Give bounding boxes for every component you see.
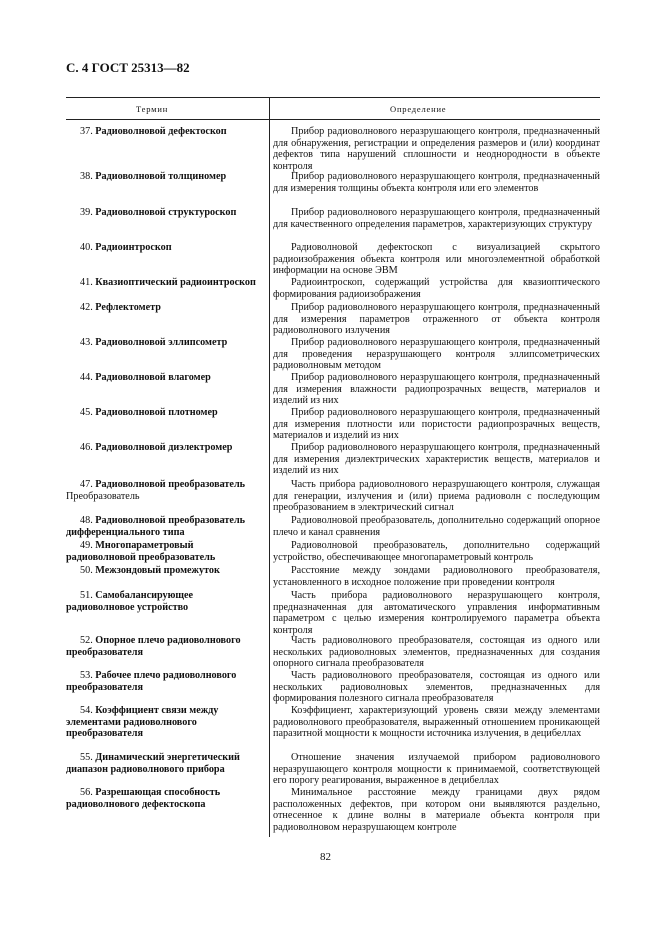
term-name: Радиоволновой структуроскоп xyxy=(95,207,237,218)
definition-cell: Радиоволновой дефектоскоп с визуализацией скрытого радиоизображения объекта контроля или многоэлементной обработкой информации на основе ЭВМ xyxy=(273,242,600,276)
term-name: Межзондовый промежуток xyxy=(95,565,220,576)
term-cell xyxy=(66,635,264,658)
term-cell xyxy=(66,705,264,740)
definition-cell: Часть радиоволнового преобразователя, состоящая из одного или нескольких радиоволновых элементов, предназначенных для формирования полезного сигнала преобразователя xyxy=(273,670,600,704)
term-synonym: Преобразователь xyxy=(66,490,140,502)
definition-cell: Радиоинтроскоп, содержащий устройства для квазиоптического формирования радиоизображения xyxy=(273,277,600,300)
term-name: Рабочее плечо радиоволнового преобразователя xyxy=(66,670,237,693)
definition-cell: Отношение значения излучаемой прибором радиоволнового неразрушающего контроля мощности к принимаемой, соответствующей его порогу реагирования, выраженное в децибеллах xyxy=(273,752,600,786)
definition-cell: Часть радиоволнового преобразователя, состоящая из одного или нескольких радиоволновых элементов, предназначенных для создания опорного сигнала преобразователя xyxy=(273,635,600,669)
term-number: 37. xyxy=(80,126,93,137)
term-number: 43. xyxy=(80,337,93,348)
term-name: Радиоволновой плотномер xyxy=(95,407,218,418)
term-number: 54. xyxy=(80,705,93,716)
term-name: Коэффициент связи между элементами радиоволнового преобразователя xyxy=(66,705,219,739)
term-number: 41. xyxy=(80,277,93,288)
term-number: 50. xyxy=(80,565,93,576)
column-header-definition: Определение xyxy=(390,104,447,114)
term-number: 56. xyxy=(80,787,93,798)
term-number: 48. xyxy=(80,515,93,526)
term-number: 39. xyxy=(80,207,93,218)
page-number: 82 xyxy=(320,851,331,863)
term-name: Динамический энергетический диапазон радиоволнового прибора xyxy=(66,752,240,775)
term-cell xyxy=(66,670,264,693)
term-cell xyxy=(66,590,264,613)
definition-cell: Минимальное расстояние между границами двух рядом расположенных дефектов, при котором они выявляются раздельно, отнесенное к длине волны в материале объекта контроля при радиоволновом неразрушающем контроле xyxy=(273,787,600,833)
term-cell xyxy=(66,372,264,384)
term-cell xyxy=(66,302,264,314)
term-number: 42. xyxy=(80,302,93,313)
term-number: 53. xyxy=(80,670,93,681)
definition-cell: Прибор радиоволнового неразрушающего контроля, предназначенный для измерения диэлектрических характеристик веществ, материалов и изделий из них xyxy=(273,442,600,476)
definition-cell: Часть прибора радиоволнового неразрушающего контроля, служащая для генерации, излучения и (или) приема радиоволн с последующим преобразованием в электрический сигнал xyxy=(273,479,600,513)
definition-cell: Прибор радиоволнового неразрушающего контроля, предназначенный для измерения плотности или пористости радиопрозрачных веществ, материалов и изделий из них xyxy=(273,407,600,441)
term-number: 51. xyxy=(80,590,93,601)
term-number: 38. xyxy=(80,171,93,182)
term-name: Радиоволновой дефектоскоп xyxy=(95,126,227,137)
definition-cell: Коэффициент, характеризующий уровень связи между элементами радиоволнового преобразователя, выраженный отношением проникающей паразитной мощности к мощности источника излучения, в децибеллах xyxy=(273,705,600,739)
term-cell xyxy=(66,171,264,183)
table-top-rule xyxy=(66,97,600,98)
term-cell xyxy=(66,565,264,577)
term-cell xyxy=(66,515,264,538)
term-number: 44. xyxy=(80,372,93,383)
definition-cell: Расстояние между зондами радиоволнового преобразователя, установленного в исходное положение при проведении контроля xyxy=(273,565,600,588)
term-name: Радиоволновой преобразователь xyxy=(95,479,246,490)
term-name: Разрешающая способность радиоволнового дефектоскопа xyxy=(66,787,221,810)
term-name: Радиоволновой диэлектромер xyxy=(95,442,233,453)
term-number: 45. xyxy=(80,407,93,418)
term-number: 55. xyxy=(80,752,93,763)
definition-cell: Прибор радиоволнового неразрушающего контроля, предназначенный для измерения параметров отраженного от объекта контроля радиоволнового излучения xyxy=(273,302,600,336)
definition-cell: Радиоволновой преобразователь, дополнительно содержащий устройство, обеспечивающее многопараметровый контроль xyxy=(273,540,600,563)
definition-cell: Прибор радиоволнового неразрушающего контроля, предназначенный для измерения влажности радиопрозрачных веществ, материалов и изделий из них xyxy=(273,372,600,406)
term-cell xyxy=(66,242,264,254)
definition-cell: Прибор радиоволнового неразрушающего контроля, предназначенный для проведения неразрушающего контроля эллипсометрических радиоволновым методом xyxy=(273,337,600,371)
term-name: Радиоволновой преобразователь дифференциального типа xyxy=(66,515,246,538)
term-number: 46. xyxy=(80,442,93,453)
column-header-term: Термин xyxy=(136,104,169,114)
term-name: Квазиоптический радиоинтроскоп xyxy=(95,277,256,288)
term-name: Радиоволновой эллипсометр xyxy=(95,337,228,348)
term-name: Радиоинтроскоп xyxy=(95,242,172,253)
term-name: Радиоволновой толщиномер xyxy=(95,171,227,182)
definition-cell: Часть прибора радиоволнового неразрушающего контроля, предназначенная для автоматического управления информативным параметром с целью измерения контролируемого параметра объекта контроля xyxy=(273,590,600,636)
page-header: С. 4 ГОСТ 25313—82 xyxy=(66,60,190,75)
term-number: 40. xyxy=(80,242,93,253)
term-cell xyxy=(66,277,264,289)
term-cell xyxy=(66,442,264,454)
term-name: Опорное плечо радиоволнового преобразователя xyxy=(66,635,241,658)
term-cell xyxy=(66,787,264,810)
term-cell xyxy=(66,126,264,138)
term-cell xyxy=(66,479,264,502)
column-divider xyxy=(269,97,270,837)
definition-cell: Прибор радиоволнового неразрушающего контроля, предназначенный для обнаружения, регистрации и определения размеров и (или) координат дефектов типа нарушений сплошности и неоднородности в объекте контроля xyxy=(273,126,600,172)
term-cell xyxy=(66,407,264,419)
term-cell xyxy=(66,540,264,563)
term-number: 49. xyxy=(80,540,93,551)
term-name: Радиоволновой влагомер xyxy=(95,372,211,383)
term-cell xyxy=(66,207,264,219)
definition-cell: Прибор радиоволнового неразрушающего контроля, предназначенный для качественного определения параметров, характеризующих структуру xyxy=(273,207,600,230)
definition-cell: Прибор радиоволнового неразрушающего контроля, предназначенный для измерения толщины объекта контроля или его элементов xyxy=(273,171,600,194)
table-header-rule xyxy=(66,119,600,120)
term-number: 52. xyxy=(80,635,93,646)
term-name: Рефлектометр xyxy=(95,302,161,313)
term-cell xyxy=(66,752,264,775)
term-name: Самобалансирующее радиоволновое устройство xyxy=(66,590,194,613)
term-number: 47. xyxy=(80,479,93,490)
definition-cell: Радиоволновой преобразователь, дополнительно содержащий опорное плечо и канал сравнения xyxy=(273,515,600,538)
term-cell xyxy=(66,337,264,349)
term-name: Многопараметровый радиоволновой преобразователь xyxy=(66,540,216,563)
